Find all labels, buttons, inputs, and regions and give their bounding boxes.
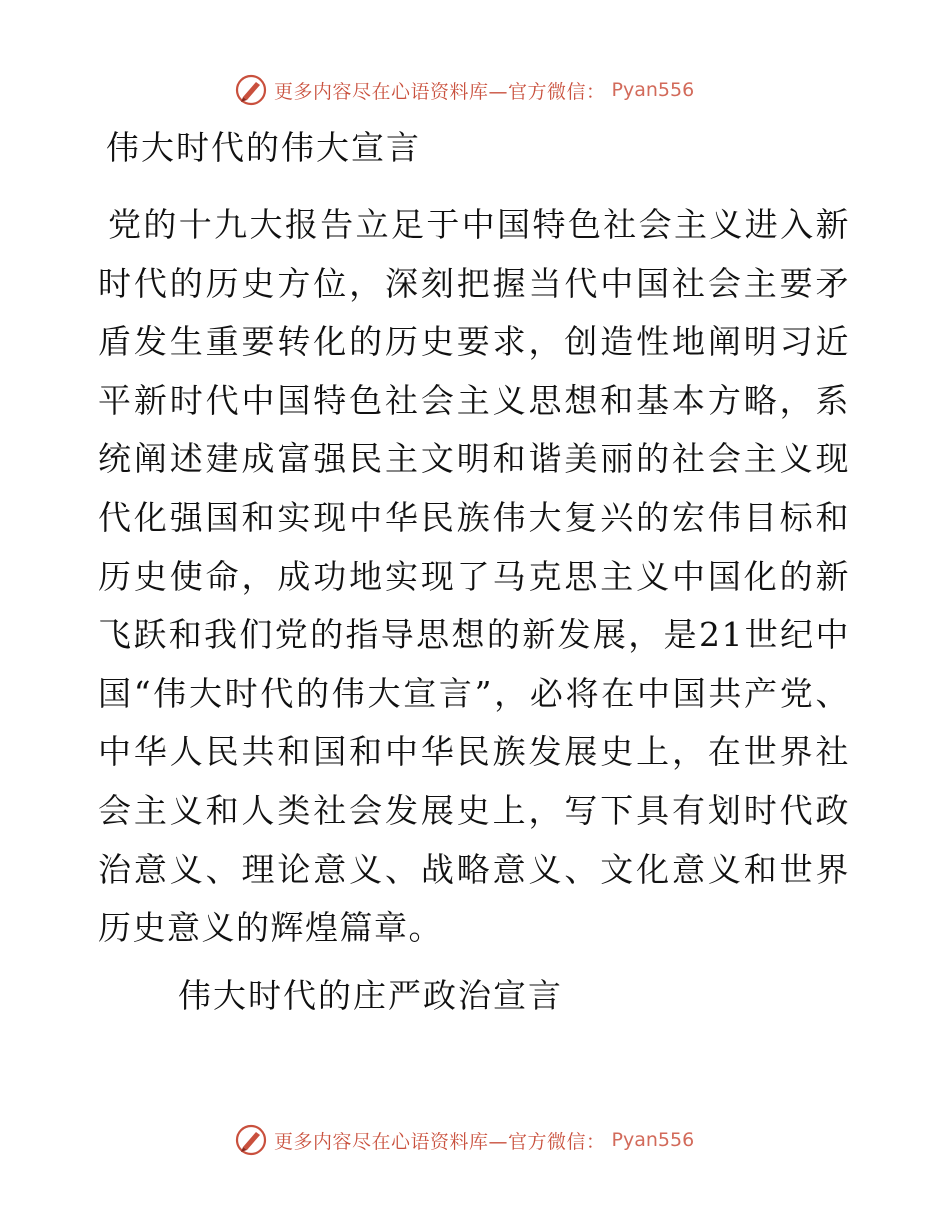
body-paragraph: 党的十九大报告立足于中国特色社会主义进入新时代的历史方位，深刻把握当代中国社会主要矛盾发生重要转化的历史要求，创造性地阐明习近平新时代中国特色社会主义思想和基本方略，系统阐述建成富强民主文明和谐美丽的社会主义现代化强国和实现中华民族伟大复兴的宏伟目标和历史使命，成功地实现了马克思主义中国化的新飞跃和我们党的指导思想的新发展，是21世纪中国“伟大时代的伟大宣言”，必将在中国共产党、中华人民共和国和中华民族发展史上，在世界社会主义和人类社会发展史上，写下具有划时代政治意义、理论意义、战略意义、文化意义和世界历史意义的辉煌篇章。 [98,205,850,948]
watermark-text: 更多内容尽在心语资料库—官方微信： [274,1130,606,1153]
footer-watermark [234,1122,694,1158]
section-subtitle: 伟大时代的庄严政治宣言 [178,976,563,1015]
pen-logo-icon [234,73,268,107]
watermark-wechat-id: Pyan556 [611,79,695,101]
document-title: 伟大时代的伟大宣言 [106,128,421,167]
header-watermark [234,72,694,108]
pen-logo-icon [234,1123,268,1157]
watermark-text: 更多内容尽在心语资料库—官方微信： [274,80,606,103]
watermark-wechat-id: Pyan556 [611,1129,695,1151]
